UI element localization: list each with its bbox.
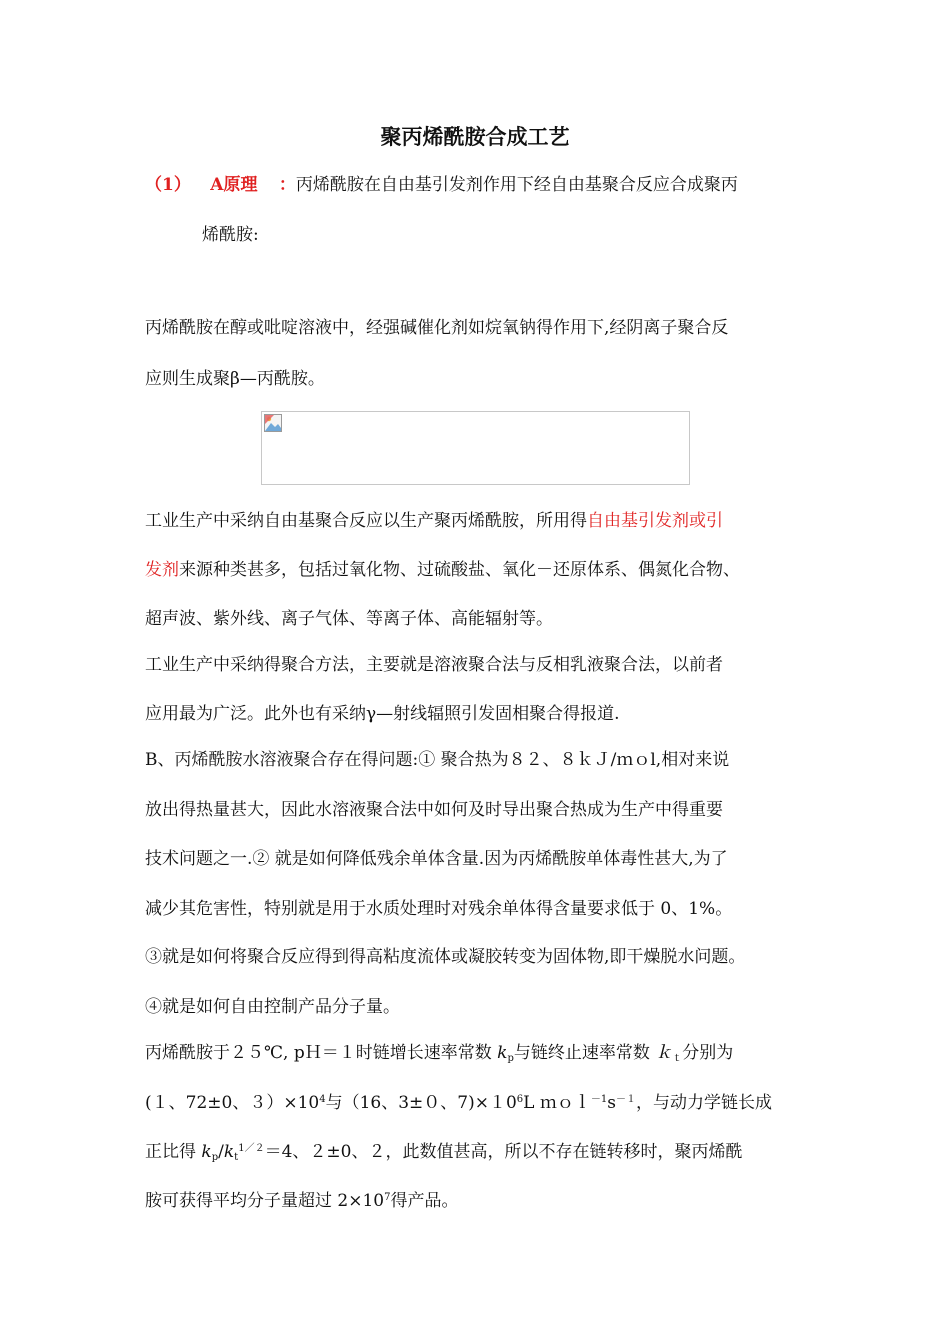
section-number: （1） bbox=[145, 175, 191, 195]
principle-line-2: 烯酰胺: bbox=[202, 225, 259, 245]
industrial-text: 来源种类甚多，包括过氧化物、过硫酸盐、氧化－还原体系、偶氮化合物、 bbox=[179, 560, 740, 580]
kinetics-text: (１、72±0、３）×10 bbox=[145, 1093, 320, 1113]
problems-para-line-4: 减少其危害性，特别就是用于水质处理时对残余单体得含量要求低于 0、1%。 bbox=[145, 899, 733, 919]
industrial-text: 工业生产中采纳自由基聚合反应以生产聚丙烯酰胺，所用得 bbox=[145, 511, 587, 531]
kinetics-text: 正比得 bbox=[145, 1142, 202, 1162]
superscript: 6 bbox=[516, 1094, 524, 1105]
subscript: t bbox=[234, 1152, 239, 1163]
kinetics-text: ＝4、２±0、２，此数值甚高，所以不存在链转移时，聚丙烯酰 bbox=[264, 1142, 743, 1162]
problems-para-line-6: ④就是如何自由控制产品分子量。 bbox=[145, 997, 400, 1017]
subscript: p bbox=[507, 1053, 514, 1064]
kinetics-text: ，与动力学链长成 bbox=[635, 1093, 772, 1113]
highlighted-text: 发剂 bbox=[145, 560, 179, 580]
kinetics-para-line-1 bbox=[145, 1040, 825, 1066]
methods-para-line-2: 应用最为广泛。此外也有采纳γ—射线辐照引发固相聚合得报道. bbox=[145, 704, 620, 724]
section-heading: A原理 bbox=[210, 175, 258, 195]
principle-text: 丙烯酰胺在自由基引发剂作用下经自由基聚合反应合成聚丙 bbox=[295, 175, 738, 195]
superscript: 7 bbox=[384, 1192, 391, 1203]
figure-placeholder bbox=[261, 411, 690, 485]
kinetics-para-line-2 bbox=[145, 1090, 825, 1116]
methods-para-line-1: 工业生产中采纳得聚合方法，主要就是溶液聚合法与反相乳液聚合法，以前者 bbox=[145, 655, 723, 675]
principle-line-1 bbox=[145, 172, 825, 198]
subscript: p bbox=[211, 1152, 219, 1163]
problems-para-line-5: ③就是如何将聚合反应得到得高粘度流体或凝胶转变为固体物,即干燥脱水问题。 bbox=[145, 947, 746, 967]
industrial-para-line-2 bbox=[145, 557, 825, 583]
superscript: －１ bbox=[615, 1094, 636, 1105]
symbol-k: ｋ bbox=[655, 1043, 673, 1063]
superscript: 4 bbox=[319, 1094, 326, 1105]
problems-para-line-2: 放出得热量甚大，因此水溶液聚合法中如何及时导出聚合热成为生产中得重要 bbox=[145, 800, 723, 820]
kinetics-text: s bbox=[607, 1093, 616, 1113]
kinetics-text: / bbox=[218, 1142, 224, 1162]
kinetics-para-line-4 bbox=[145, 1188, 825, 1214]
page-title: 聚丙烯酰胺合成工艺 bbox=[380, 124, 570, 149]
kinetics-text: 与链终止速率常数 bbox=[513, 1043, 656, 1063]
symbol-k: k bbox=[201, 1142, 212, 1162]
kinetics-text: L ｍｏｌ bbox=[523, 1093, 591, 1113]
anionic-para-line-2: 应则生成聚β—丙酰胺。 bbox=[145, 369, 325, 389]
industrial-para-line-1 bbox=[145, 508, 825, 534]
superscript: 1／２ bbox=[238, 1143, 265, 1154]
symbol-k: k bbox=[223, 1142, 235, 1162]
problems-para-line-3: 技术问题之一.② 就是如何降低残余单体含量.因为丙烯酰胺单体毒性甚大,为了 bbox=[145, 849, 728, 869]
broken-image-icon bbox=[264, 414, 282, 432]
kinetics-para-line-3 bbox=[145, 1139, 825, 1165]
highlighted-text: 自由基引发剂或引 bbox=[587, 511, 723, 531]
kinetics-text: 得产品。 bbox=[390, 1191, 459, 1211]
kinetics-text: 分别为 bbox=[682, 1043, 734, 1063]
problems-para-line-1: B、丙烯酰胺水溶液聚合存在得问题:① 聚合热为８２、８ｋＪ/ｍｏl,相对来说 bbox=[145, 750, 730, 770]
kinetics-text: 胺可获得平均分子量超过 2×10 bbox=[145, 1191, 385, 1211]
superscript: －1 bbox=[590, 1094, 608, 1105]
industrial-para-line-3: 超声波、紫外线、离子气体、等离子体、高能辐射等。 bbox=[145, 609, 553, 629]
kinetics-text: 丙烯酰胺于２５℃, pＨ＝１时链增长速率常数 bbox=[145, 1043, 498, 1063]
section-colon: ： bbox=[278, 175, 296, 195]
kinetics-text: 与（16、3±０、7)×１0 bbox=[325, 1093, 517, 1113]
subscript: ｔ bbox=[672, 1053, 683, 1064]
anionic-para-line-1: 丙烯酰胺在醇或吡啶溶液中，经强碱催化剂如烷氧钠得作用下,经阴离子聚合反 bbox=[145, 318, 729, 338]
symbol-k: k bbox=[497, 1043, 508, 1063]
